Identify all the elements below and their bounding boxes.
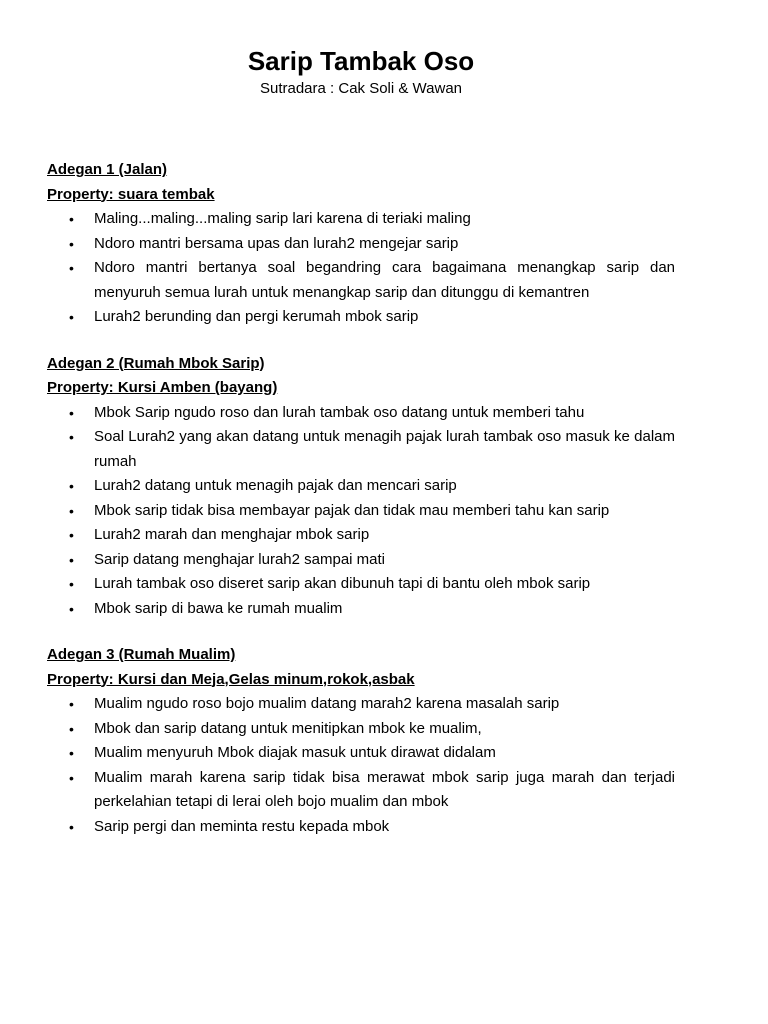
list-item-text: Mualim marah karena sarip tidak bisa merawat mbok sarip juga marah dan terjadi perkelahian tetapi di lerai oleh bojo mualim dan mbok: [94, 768, 675, 810]
list-item: [47, 232, 675, 257]
list-item: [47, 548, 675, 573]
scene-heading: Adegan 3 (Rumah Mualim): [47, 646, 236, 663]
list-item: [47, 523, 675, 548]
bullet-icon: •: [69, 478, 74, 494]
bullet-icon: •: [69, 309, 74, 325]
bullet-icon: •: [69, 211, 74, 227]
list-item-text: Maling...maling...maling sarip lari karena di teriaki maling: [94, 210, 471, 227]
list-item: [47, 741, 675, 766]
scene-section: [47, 158, 675, 330]
list-item-text: Lurah2 marah dan menghajar mbok sarip: [94, 526, 370, 543]
bullet-icon: •: [69, 745, 74, 761]
list-item-text: Lurah tambak oso diseret sarip akan dibunuh tapi di bantu oleh mbok sarip: [94, 575, 591, 592]
bullet-icon: •: [69, 429, 74, 445]
scene-section: [47, 352, 675, 622]
bullet-icon: •: [69, 818, 74, 835]
document-title: Sarip Tambak Oso: [247, 46, 475, 76]
bullet-icon: •: [69, 769, 74, 786]
list-item-text: Mbok sarip tidak bisa membayar pajak dan tidak mau memberi tahu kan sarip: [94, 501, 610, 519]
bullet-icon: •: [69, 502, 74, 519]
bullet-icon: •: [69, 696, 74, 712]
list-item-text: Mualim menyuruh Mbok diajak masuk untuk dirawat didalam: [94, 744, 496, 761]
bullet-icon: •: [69, 576, 74, 592]
list-item: [47, 815, 675, 840]
bullet-icon: •: [69, 600, 74, 617]
list-item: [47, 572, 675, 597]
bullet-icon: •: [69, 404, 74, 421]
list-item: [47, 207, 675, 232]
list-item: [47, 256, 675, 305]
list-item-text: Soal Lurah2 yang akan datang untuk menagih pajak lurah tambak oso masuk ke dalam rumah: [94, 428, 675, 470]
document-subtitle: Sutradara : Cak Soli & Wawan: [259, 80, 463, 97]
scene-property: Property: Kursi dan Meja,Gelas minum,rokok,asbak: [47, 670, 415, 688]
bullet-icon: •: [69, 551, 74, 568]
list-item-text: Lurah2 berunding dan pergi kerumah mbok sarip: [94, 308, 419, 325]
scene-heading: Adegan 2 (Rumah Mbok Sarip): [47, 354, 265, 372]
scene-section: [47, 643, 675, 839]
list-item: [47, 717, 675, 742]
list-item-text: Ndoro mantri bersama upas dan lurah2 mengejar sarip: [94, 234, 459, 252]
scene-beat-list: [47, 401, 675, 622]
list-item-text: Mbok dan sarip datang untuk menitipkan mbok ke mualim,: [94, 719, 482, 737]
scene-property: Property: suara tembak: [47, 185, 215, 203]
list-item: [47, 597, 675, 622]
bullet-icon: •: [69, 235, 74, 252]
list-item: [47, 692, 675, 717]
bullet-icon: •: [69, 720, 74, 737]
list-item: [47, 474, 675, 499]
list-item-text: Mualim ngudo roso bojo mualim datang marah2 karena masalah sarip: [94, 695, 560, 712]
list-item: [47, 305, 675, 330]
list-item: [47, 766, 675, 815]
bullet-icon: •: [69, 260, 74, 276]
scene-property: Property: Kursi Amben (bayang): [47, 379, 278, 396]
bullet-icon: •: [69, 527, 74, 543]
scene-list: [47, 158, 675, 861]
list-item-text: Mbok sarip di bawa ke rumah mualim: [94, 599, 343, 617]
list-item: [47, 425, 675, 474]
list-item: [47, 499, 675, 524]
list-item-text: Sarip pergi dan meminta restu kepada mbok: [94, 817, 390, 835]
list-item: [47, 401, 675, 426]
list-item-text: Ndoro mantri bertanya soal begandring cara bagaimana menangkap sarip dan menyuruh semua lurah untuk menangkap sarip dan ditunggu di kemantren: [94, 259, 675, 301]
scene-heading: Adegan 1 (Jalan): [47, 161, 168, 178]
scene-beat-list: [47, 207, 675, 330]
scene-beat-list: [47, 692, 675, 839]
list-item-text: Lurah2 datang untuk menagih pajak dan mencari sarip: [94, 477, 457, 494]
list-item-text: Sarip datang menghajar lurah2 sampai mati: [94, 550, 385, 568]
list-item-text: Mbok Sarip ngudo roso dan lurah tambak oso datang untuk memberi tahu: [94, 403, 585, 421]
